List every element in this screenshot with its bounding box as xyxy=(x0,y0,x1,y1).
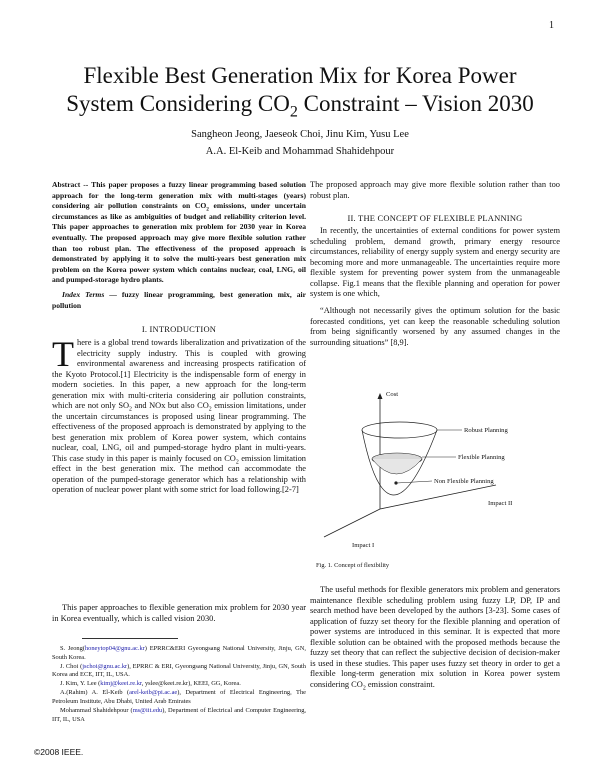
index-terms xyxy=(52,290,306,311)
footnote-4 xyxy=(52,689,306,706)
footnote-2-pre: J. Choi ( xyxy=(60,662,83,670)
robust-planning-label: Robust Planning xyxy=(464,427,508,434)
title-line-2-pre: System Considering CO xyxy=(66,91,290,116)
page-number: 1 xyxy=(549,20,554,31)
non-flexible-leader xyxy=(397,481,432,483)
introduction-paragraph-1 xyxy=(52,334,306,496)
section-1-heading-text: I. INTRODUCTION xyxy=(141,324,217,334)
intro-p1 xyxy=(52,334,306,496)
section-2-paragraph-2 xyxy=(310,585,560,690)
footnote-5-pre: Mohammad Shahidehpour ( xyxy=(60,707,133,715)
non-flexible-planning-label: Non Flexible Planning xyxy=(434,478,494,485)
title-line-1: Flexible Best Generation Mix for Korea Power xyxy=(83,63,517,88)
right-paragraph-1: The proposed approach may give more flexible solution rather than too robust plan. xyxy=(310,180,560,200)
intro-text-a: here is a global trend towards liberalization and privatization of the electricity supply industry. This is coupled with growing environmental awareness and increasing prospects ratification of the Kyoto Protocol.[1] Electricity is the indispensable form of energy in modern societies. In this paper, a new approach for the long-term generation mix with multi-criteria considering air pollution constraints, which are not only SO xyxy=(52,338,306,410)
drop-cap: T xyxy=(52,334,74,374)
flexible-planning-label: Flexible Planning xyxy=(458,454,505,461)
footnote-2 xyxy=(52,663,306,680)
figure-1 xyxy=(310,385,560,565)
footnote-1-post: ) EPRRC&ERI Gyeongsang National University, Jinju, GN, South Korea. xyxy=(52,645,306,661)
footnote-3 xyxy=(52,680,306,689)
title-subscript: 2 xyxy=(289,103,298,121)
footnote-4-post: ), Department of Electrical Engineering, The Petroleum Institute, Abu Dhabi, United Arab Emirates xyxy=(52,689,306,706)
email-link[interactable]: jschoi@gnu.ac.kr xyxy=(82,662,128,670)
index-terms-text: — fuzzy linear programming, best generation mix, air pollution xyxy=(52,290,306,310)
intro-sub-1: 2 xyxy=(129,406,132,413)
footnote-1-pre: S. Jeong( xyxy=(60,645,85,652)
cost-axis-arrow xyxy=(378,393,383,399)
footnote-5-post: ), Department of Electrical and Computer Engineering, IIT, IL, USA xyxy=(52,707,306,723)
abstract xyxy=(52,180,306,286)
section-2-p2-text-b: emission constraint. xyxy=(365,679,435,689)
authors-line-1: Sangheon Jeong, Jaeseok Choi, Jinu Kim, Yusu Lee xyxy=(191,129,409,140)
footnotes xyxy=(52,645,306,725)
footnote-3-pre: J. Kim, Y. Lee ( xyxy=(60,680,101,688)
left-column xyxy=(52,180,306,723)
intro-text-c: emission limitations, under the uncertain circumstances is proposed using linear programming. The effectiveness of the proposed approach is demonstrated by applying to the best generation mix problem of Korea power system, which contains nuclear, coal, LNG, oil and pumped-storage hydro plant in multi-years. This case study in this paper is mainly focused on CO xyxy=(52,401,306,463)
footnote-divider xyxy=(82,638,178,639)
abstract-text-1: Abstract -- This paper proposes a fuzzy linear programming based solution approach for the long-term generation mix with multi-stages (years) considering air pollution constraints on CO xyxy=(52,180,306,211)
footnote-4-pre: A.(Rahim) A. El-Keib ( xyxy=(60,689,130,697)
copyright: ©2008 IEEE. xyxy=(34,747,84,757)
index-terms-label: Index Terms xyxy=(62,290,105,299)
section-1-heading xyxy=(52,324,306,334)
footnote-2-post: ), EPRRC & ERI, Gyeongsang National University, Jinju, GN, South Korea and ECE, IIT, IL, USA. xyxy=(52,662,306,679)
abstract-subscript: 2 xyxy=(206,206,209,213)
section-2-paragraph-1: In recently, the uncertainties of external conditions for power system scheduling problem, demand growth, primary energy resource circumstances, reliability of energy supply system and energy security are becoming more and more unmanageable. The uncertainties require more flexible system for preventing power system from the unmanageable collapse. Fig.1 means that the flexible planning and operation for power system is one which, xyxy=(310,226,560,298)
impact-1-axis xyxy=(324,509,380,537)
section-2-p2-subscript: 2 xyxy=(362,685,366,692)
authors-block xyxy=(60,126,540,160)
flexible-surface xyxy=(372,459,422,474)
intro-text-d: emission limitation effect in the best generation mix. The method can accommodate the operation of the pumped-storage generator which has a relationship with operation of nuclear power plant with some strict for load following.[2-7] xyxy=(52,453,306,494)
intro-sub-3: 2 xyxy=(235,459,239,466)
flexibility-concept-diagram xyxy=(310,385,560,565)
cost-label: Cost xyxy=(386,391,399,398)
introduction-paragraph-2: This paper approaches to flexible generation mix problem for 2030 year in Korea eventually, which is called vision 2030. xyxy=(52,603,306,623)
abstract-text-2: emissions, under uncertain circumstances as like as ambiguities of budget and reliability criterion level. This paper approaches to generation mix problem for 2030 year in Korea eventually. The proposed approach may give more flexible solution rather than too robust plan. The effectiveness of the proposed approach is demonstrated by applying it to solve the multi-years best generation mix problem on the Korea power system which contains nuclear, coal, LNG, oil and pumped-storage hydro plants. xyxy=(52,201,306,285)
section-2-heading xyxy=(310,213,560,223)
email-link[interactable]: honeytop04@gnu.ac.kr xyxy=(84,645,145,652)
email-link[interactable]: kimj@keei.re.kr xyxy=(100,680,142,688)
email-link[interactable]: ms@iit.edu xyxy=(132,707,163,715)
impact-2-label: Impact II xyxy=(488,500,513,507)
email-link[interactable]: arel-keib@pi.ac.ae xyxy=(129,689,178,697)
title-line-2-post: Constraint – Vision 2030 xyxy=(297,91,534,116)
robust-rim xyxy=(362,422,437,438)
footnote-5 xyxy=(52,707,306,724)
footnote-1 xyxy=(52,645,306,662)
section-2-heading-text: II. THE CONCEPT OF FLEXIBLE PLANNING xyxy=(347,213,523,223)
section-2-p2-text-a: The useful methods for flexible generators mix problem and generators maintenance flexible scheduling problem using fuzzy LP, DP, IP and search method have been developed by the authors [3-23]. Some cases of application of fuzzy set theory for the flexible planning and operation of power systems are introduced in this seminar. It is expected that more flexible solution can be obtained with the proposed methods because the fuzzy set theory that can reflect the subjective decision of decision-maker is used in these studies. This paper uses fuzzy set theory in order to get a flexible long-term generation mix solution in Korea power system considering CO xyxy=(310,585,560,689)
paper-title xyxy=(40,62,560,121)
impact-1-label: Impact I xyxy=(352,542,375,549)
section-2-quote: “Although not necessarily gives the optimum solution for the basic forecasted conditions, yet can keep the reasonable scheduling solution from being significantly worsened by any assumed changes in the surrounding situations” [8,9]. xyxy=(310,306,560,347)
figure-1-caption: Fig. 1. Concept of flexibility xyxy=(316,562,390,569)
impact-2-axis xyxy=(380,485,496,509)
title-line-2 xyxy=(40,90,560,121)
footnote-3-post: , yslee@keei.re.kr), KEEI, GG, Korea. xyxy=(141,680,241,688)
authors-line-2: A.A. El-Keib and Mohammad Shahidehpour xyxy=(205,146,395,157)
intro-text-b: and NOx but also CO xyxy=(131,401,209,410)
intro-sub-2: 2 xyxy=(208,406,212,413)
